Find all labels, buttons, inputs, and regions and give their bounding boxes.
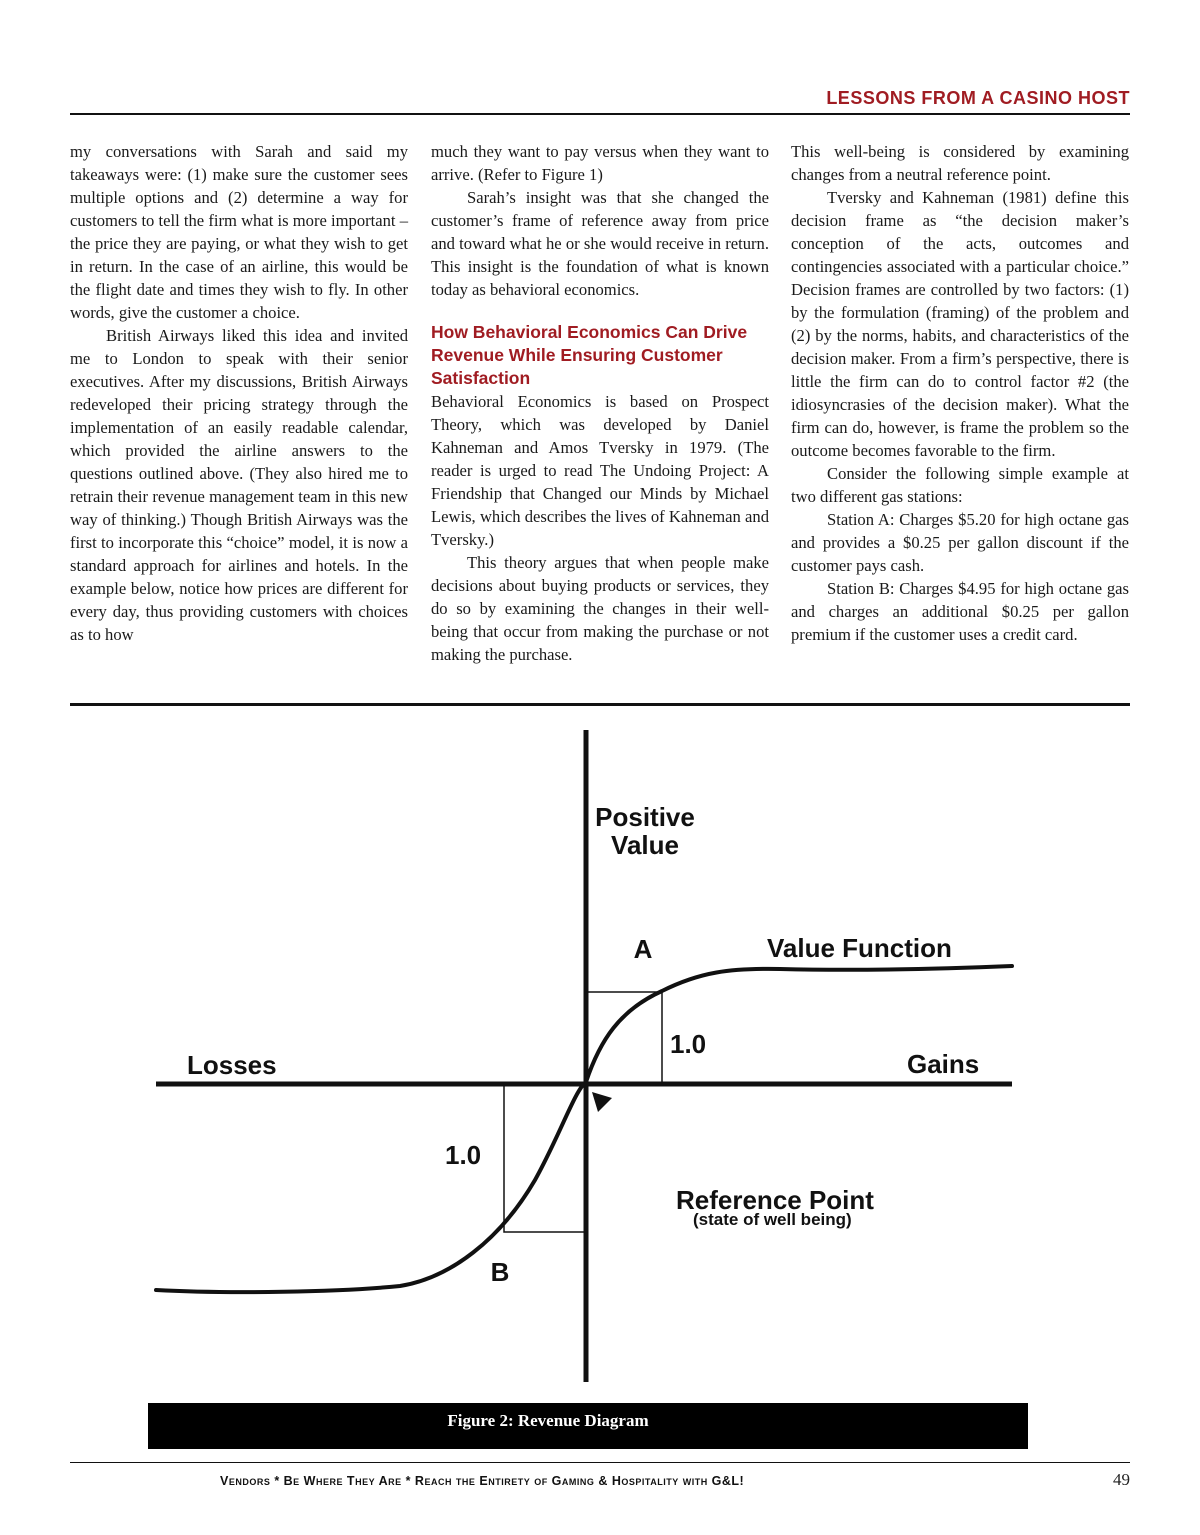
paragraph: This well-being is considered by examining changes from a neutral reference point. <box>791 142 1129 184</box>
paragraph: Consider the following simple example at two different gas stations: <box>791 464 1129 506</box>
point-b-label: B <box>490 1257 510 1287</box>
page-number: 49 <box>1113 1470 1130 1489</box>
paragraph: Station B: Charges $4.95 for high octane gas and charges an additional $0.25 per gallon premium if the customer uses a credit card. <box>791 579 1129 644</box>
figure-top-rule <box>70 703 1130 706</box>
upper-unit-bracket <box>586 992 662 1084</box>
reference-point-label: Reference Point <box>676 1185 874 1215</box>
losses-label: Losses <box>187 1050 277 1080</box>
reference-point-sublabel: (state of well being) <box>693 1210 852 1229</box>
upper-unit-label: 1.0 <box>670 1029 707 1059</box>
paragraph: Sarah’s insight was that she changed the customer’s frame of reference away from price and toward what he or she would receive in return. This insight is the foundation of what is known today as behavioral economics. <box>431 188 769 299</box>
paragraph: Tversky and Kahneman (1981) define this decision frame as “the decision maker’s conception of the acts, outcomes and contingencies associated with a particular choice.” Decision frames are controlled by two factors: (1) by the formulation (framing) of the problem and (2) by the norms, habits, and characteristics of the decision maker. From a firm’s perspective, there is little the firm can do to control factor #2 (the idiosyncrasies of the decision maker). What the firm can do, however, is frame the problem so the outcome becomes favorable to the firm. <box>791 188 1129 460</box>
gains-label: Gains <box>907 1049 980 1079</box>
header-rule <box>70 113 1130 115</box>
figure-caption-text: Figure 2: Revenue Diagram <box>447 1411 649 1430</box>
reference-point-arrow <box>592 1092 612 1112</box>
value-function-label: Value Function <box>767 933 952 963</box>
paragraph: Station A: Charges $5.20 for high octane gas and provides a $0.25 per gallon discount if the customer pays cash. <box>791 510 1129 575</box>
positive-value-label-line1: Positive <box>595 802 695 832</box>
footer-tagline: Vendors * Be Where They Are * Reach the Entirety of Gaming & Hospitality with G&L! <box>220 1474 745 1488</box>
lower-unit-label: 1.0 <box>445 1140 482 1170</box>
footer-rule <box>70 1462 1130 1463</box>
paragraph: Behavioral Economics is based on Prospect Theory, which was developed by Daniel Kahneman and Amos Tversky in 1979. (The reader is urged to read The Undoing Project: A Friendship that Changed our Minds by Michael Lewis, which describes the lives of Kahneman and Tversky.) <box>431 392 769 549</box>
positive-value-label-line2: Value <box>611 830 679 860</box>
value-function-diagram <box>140 720 1040 1400</box>
paragraph: British Airways liked this idea and invited me to London to speak with their senior executives. After my discussions, British Airways redeveloped their pricing strategy through the implementation of an easily readable calendar, which provided the airline answers to the questions outlined above. (They also hired me to retrain their revenue management team in this new way of thinking.) Though British Airways was the first to incorporate this “choice” model, it is now a standard approach for airlines and hotels. In the example below, notice how prices are different for every day, thus providing customers with choices as to how <box>70 326 408 644</box>
paragraph: much they want to pay versus when they want to arrive. (Refer to Figure 1) <box>431 142 769 184</box>
running-header: LESSONS FROM A CASINO HOST <box>826 88 1130 108</box>
article-column-3 <box>791 140 1129 646</box>
point-a-label: A <box>633 934 653 964</box>
paragraph: This theory argues that when people make decisions about buying products or services, they do so by examining the changes in their well-being that occur from making the purchase or not making the purchase. <box>431 553 769 664</box>
figure-caption <box>148 1403 1028 1449</box>
article-column-2 <box>431 140 769 666</box>
section-heading: How Behavioral Economics Can Drive Revenue While Ensuring Customer Satisfaction <box>431 322 748 388</box>
article-column-1 <box>70 140 408 646</box>
paragraph: my conversations with Sarah and said my takeaways were: (1) make sure the customer sees multiple options and (2) determine a way for customers to tell the firm what is more important – the price they are paying, or what they wish to get in return. In the case of an airline, this would be the flight date and times they wish to fly. In other words, give the customer a choice. <box>70 142 408 322</box>
